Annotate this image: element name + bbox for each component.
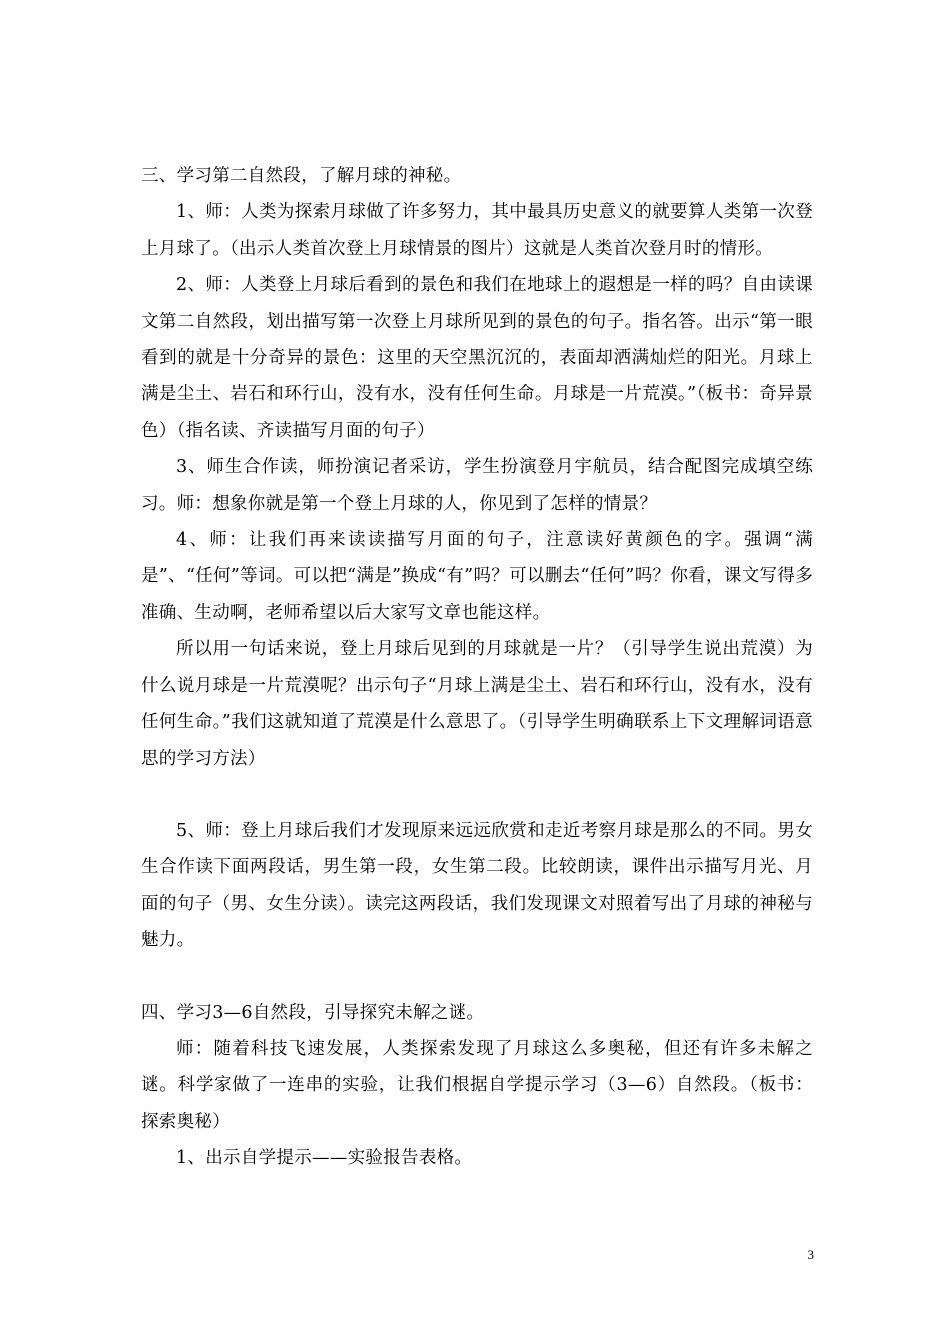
paragraph-step-2: 2、师：人类登上月球后看到的景色和我们在地球上的遐想是一样的吗？自由读课文第二自然段，划出描写第一次登上月球所见到的景色的句子。指名答。出示“第一眼看到的就是十分奇异的景色：这里的天空黑沉沉的，表面却洒满灿烂的阳光。月球上满是尘土、岩石和环行山，没有水，没有任何生命。月球是一片荒漠。”（板书：奇异景色）（指名读、齐读描写月面的句子）	[141, 275, 813, 441]
section-heading-four: 四、学习3—6自然段，引导探究未解之谜。	[141, 1002, 485, 1023]
paragraph-step-4: 4、师：让我们再来读读描写月面的句子，注意读好黄颜色的字。强调“满是”、“任何”等词。可以把“满是”换成“有”吗？可以删去“任何”吗？你看，课文写得多准确、生动啊，老师希望以后大家写文章也能这样。	[141, 530, 813, 623]
paragraph-teacher-intro: 师：随着科技飞速发展，人类探索发现了月球这么多奥秘，但还有许多未解之谜。科学家做了一连串的实验，让我们根据自学提示学习（3—6）自然段。（板书：探索奥秘）	[141, 1038, 813, 1132]
section-heading-three: 三、学习第二自然段，了解月球的神秘。	[141, 166, 462, 186]
paragraph-step-5: 5、师：登上月球后我们才发现原来远远欣赏和走近考察月球是那么的不同。男女生合作读下面两段话，男生第一段，女生第二段。比较朗读，课件出示描写月光、月面的句子（男、女生分读）。读完这两段话，我们发现课文对照着写出了月球的神秘与魅力。	[141, 820, 813, 951]
page-number: 3	[807, 1247, 814, 1262]
paragraph-spacer	[141, 777, 813, 813]
paragraph-summary: 所以用一句话来说，登上月球后见到的月球就是一片？（引导学生说出荒漠）为什么说月球是一片荒漠呢？出示句子“月球上满是尘土、岩石和环行山，没有水，没有任何生命。”我们这就知道了荒漠是什么意思了。（引导学生明确联系上下文理解词语意思的学习方法）	[141, 639, 813, 769]
paragraph-step-1: 1、师：人类为探索月球做了许多努力，其中最具历史意义的就要算人类第一次登上月球了。（出示人类首次登上月球情景的图片）这就是人类首次登月时的情形。	[141, 202, 813, 259]
document-body	[141, 158, 813, 1177]
paragraph-step-3: 3、师生合作读，师扮演记者采访，学生扮演登月宇航员，结合配图完成填空练习。师：想象你就是第一个登上月球的人，你见到了怎样的情景？	[141, 457, 813, 514]
paragraph-spacer	[141, 959, 813, 995]
paragraph-self-study-prompt: 1、出示自学提示——实验报告表格。	[176, 1148, 473, 1169]
